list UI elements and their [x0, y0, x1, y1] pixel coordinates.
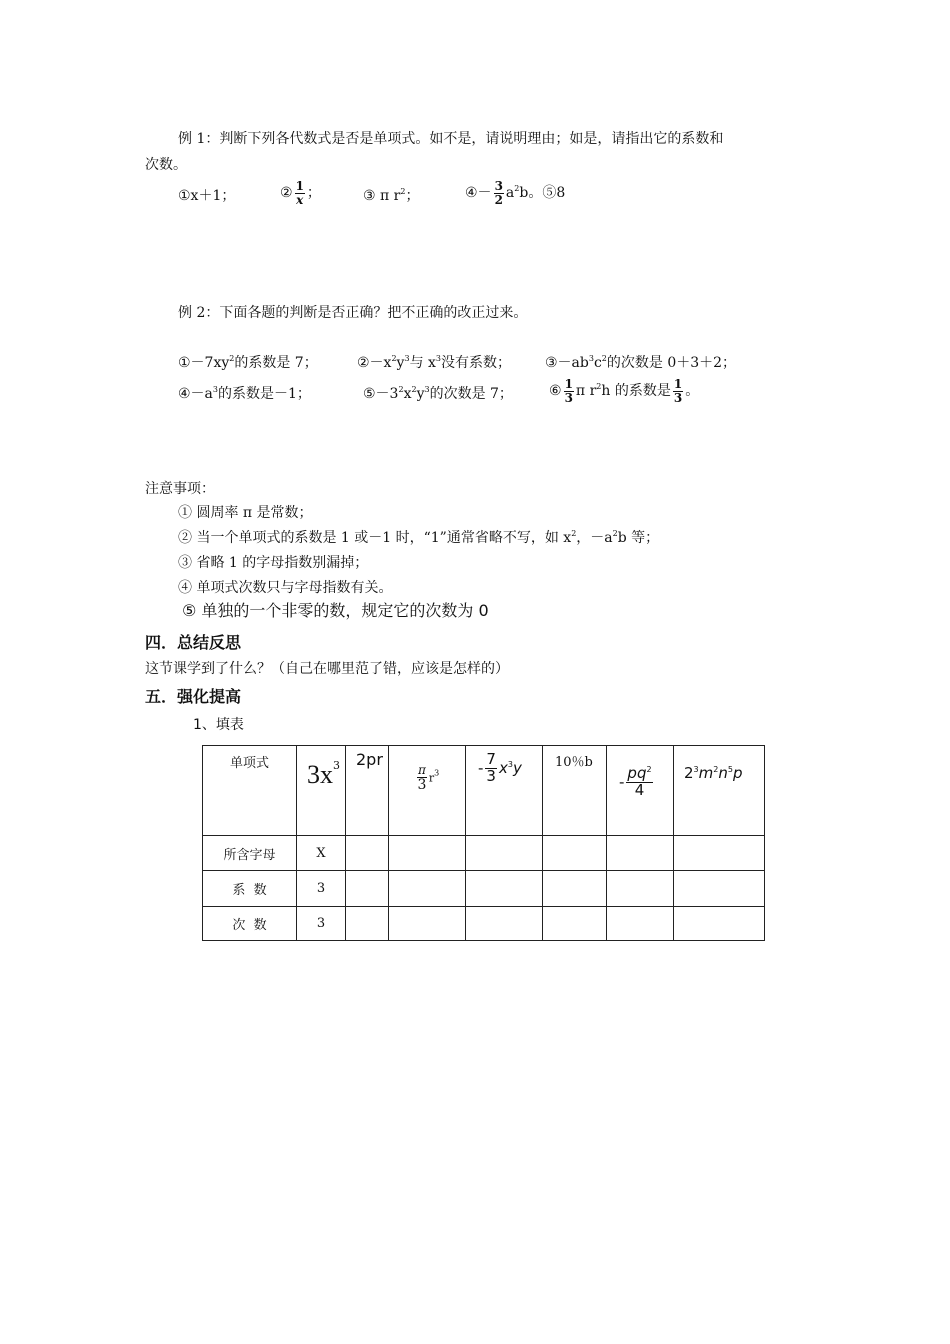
note-2-post: b 等； [617, 530, 660, 546]
note-3: ③ 省略 1 的字母指数别漏掉； [178, 555, 369, 571]
row2-a-pre: ④－a [178, 386, 213, 402]
cell-degree-5[interactable] [543, 907, 607, 941]
item4-mark: ④－ [465, 185, 492, 202]
notes-title: 注意事项： [145, 481, 215, 497]
example1-intro-line2: 次数。 [145, 157, 187, 173]
numerator-exp: 2 [646, 765, 652, 774]
table-row-coefficient [203, 871, 765, 907]
fraction-numerator: 1 [295, 179, 304, 193]
expr-exp: 3 [333, 759, 340, 772]
row2-b-exp1: 2 [398, 385, 404, 394]
row1-c-post: 的次数是 0＋3＋2； [606, 355, 737, 371]
cell-monomial-4 [466, 746, 543, 836]
row2-a-exp: 3 [212, 385, 218, 394]
cell-letters-6[interactable] [607, 836, 674, 871]
row1-c-pre: ③－ab [545, 355, 589, 371]
cell-monomial-2 [346, 746, 389, 836]
example2-row1-a [178, 352, 318, 372]
expr-var-p: p [732, 764, 743, 782]
row1-b-exp3: 3 [435, 354, 442, 363]
example2-intro: 例 2：下面各题的判断是否正确？把不正确的改正过来。 [178, 305, 528, 321]
item4-a: a [505, 185, 515, 202]
fill-table [202, 745, 765, 941]
row2-c-mid: π r [575, 383, 597, 400]
cell-degree-6[interactable] [607, 907, 674, 941]
cell-letters-5[interactable] [543, 836, 607, 871]
example1-intro-line1: 例 1：判断下列各代数式是否是单项式。如不是，请说明理由；如是，请指出它的系数和 [178, 131, 724, 147]
expr-exp-3: 3 [693, 765, 699, 774]
expr-var-y: y [512, 758, 522, 777]
expr-exp: 3 [507, 759, 513, 769]
expr-neg-pq2-over-4 [607, 746, 673, 799]
row1-a-pre: ①－7xy [178, 355, 230, 371]
row1-b-exp1: 2 [391, 354, 397, 363]
expr-sign: - [619, 772, 625, 791]
note-2 [178, 527, 659, 547]
row-label-degree: 次 数 [203, 907, 297, 941]
cell-monomial-1 [297, 746, 346, 836]
expr-var: r [428, 771, 435, 785]
fraction-denominator: 3 [417, 776, 427, 793]
section4-heading: 四．总结反思 [145, 633, 242, 652]
row2-c-mid2: h 的系数是 [601, 383, 671, 400]
example2-row2-a [178, 383, 311, 403]
table-row-degree [203, 907, 765, 941]
section4-text: 这节课学到了什么？（自己在哪里范了错，应该是怎样的） [145, 661, 509, 677]
row2-c-exp: 2 [596, 382, 602, 392]
cell-monomial-6 [607, 746, 674, 836]
expr-base: 3x [307, 760, 333, 789]
row1-a-post: 的系数是 7； [234, 355, 318, 371]
example2-row1-c [545, 352, 736, 372]
fraction-denominator: x [296, 192, 304, 207]
row2-b-pre: ⑤－3 [363, 386, 399, 402]
expr-sign: - [478, 758, 484, 777]
cell-monomial-3 [389, 746, 466, 836]
expr-2pr: 2pr [356, 750, 383, 769]
cell-monomial-7 [674, 746, 765, 836]
example1-item2 [280, 180, 321, 206]
row1-b-mid2: 与 x [409, 355, 436, 371]
example1-item3 [363, 185, 419, 205]
row-label-monomial [203, 746, 297, 836]
fraction-pi-over-3 [417, 764, 427, 792]
expr-exp: 3 [434, 768, 440, 778]
example2-row1-b [357, 352, 511, 372]
row1-b-pre: ②－x [357, 355, 392, 371]
expr-var-n: n [718, 764, 728, 782]
cell-coef-5[interactable] [543, 871, 607, 907]
row1-b-exp2: 3 [404, 354, 410, 363]
expr-10-percent-b: 10％b [555, 755, 593, 770]
row2-b-post: 的次数是 7； [429, 386, 513, 402]
fraction-numerator: 3 [494, 179, 503, 193]
fraction-1-over-x [295, 180, 305, 206]
fraction-denominator: 4 [634, 780, 645, 799]
fraction-7-over-3 [485, 752, 497, 785]
expr-neg-7-over-3-x3y [466, 746, 542, 785]
expr-base-2: 2 [684, 764, 694, 782]
table-row-monomial [203, 746, 765, 836]
row1-b-post: 没有系数； [441, 355, 512, 371]
cell-letters-4[interactable] [466, 836, 543, 871]
expr-pi-over-3-r3 [389, 746, 465, 792]
expr-var-m: m [698, 764, 714, 782]
item4-exponent: 2 [514, 184, 520, 194]
fraction-numerator: 1 [673, 377, 683, 391]
example2-row2-b [363, 383, 513, 403]
row2-b-mid: x [403, 386, 412, 402]
section5-heading: 五．强化提高 [145, 687, 242, 706]
fraction-denominator: 3 [486, 766, 496, 785]
cell-coef-3[interactable] [389, 871, 466, 907]
cell-coef-6[interactable] [607, 871, 674, 907]
table-row-letters [203, 836, 765, 871]
row2-b-exp3: 3 [424, 385, 430, 394]
cell-degree-3[interactable] [389, 907, 466, 941]
example1-item4 [465, 180, 565, 206]
note-2-pre: ② 当一个单项式的系数是 1 或－1 时，“1”通常省略不写，如 x [178, 530, 572, 546]
fraction-denominator: 3 [564, 390, 573, 405]
row2-c-mark: ⑥ [549, 383, 562, 400]
expr-exp-m: 2 [713, 765, 719, 774]
cell-coef-7[interactable] [674, 871, 765, 907]
note-2-exp2: 2 [612, 529, 618, 538]
section5-sub: 1、填表 [193, 717, 244, 733]
expr-2-cubed-m2n5p [674, 746, 764, 782]
cell-letters-2[interactable] [346, 836, 389, 871]
item2-mark: ② [280, 185, 293, 202]
fraction-denominator: 3 [673, 390, 683, 405]
cell-letters-7[interactable] [674, 836, 765, 871]
cell-degree-7[interactable] [674, 907, 765, 941]
note-5: ⑤ 单独的一个非零的数，规定它的次数为 0 [182, 601, 489, 620]
row2-a-post: 的系数是－1； [218, 386, 311, 402]
row1-c-mid: c [593, 355, 602, 371]
note-1: ① 圆周率 π 是常数； [178, 505, 313, 521]
example2-row2-c [549, 378, 699, 404]
item3-exponent: 2 [400, 187, 406, 196]
item4-tail: b。⑤8 [519, 185, 566, 202]
item3-text: ③ π r [363, 188, 401, 204]
cell-coef-1: 3 [297, 871, 346, 907]
fraction-numerator: π [418, 763, 426, 777]
cell-degree-4[interactable] [466, 907, 543, 941]
fraction-3-over-2 [494, 180, 504, 206]
note-2-mid: ，－a [576, 530, 613, 546]
cell-letters-1: X [297, 836, 346, 871]
example1-item1: ①x＋1； [178, 188, 236, 204]
note-4: ④ 单项式次数只与字母指数有关。 [178, 580, 393, 596]
item2-tail: ； [306, 185, 321, 202]
numerator-text: pq [627, 764, 647, 782]
expr-exp-n: 5 [727, 765, 733, 774]
note-2-exp1: 2 [571, 529, 577, 538]
cell-coef-4[interactable] [466, 871, 543, 907]
expr-3x3 [297, 746, 345, 790]
cell-coef-2[interactable] [346, 871, 389, 907]
cell-degree-1: 3 [297, 907, 346, 941]
item3-tail: ； [405, 188, 420, 204]
row-label-coefficient: 系 数 [203, 871, 297, 907]
fraction-pq2-over-4 [626, 766, 652, 799]
fraction-numerator: 1 [564, 377, 573, 391]
row2-c-post: 。 [685, 383, 700, 400]
fraction-1-over-3 [564, 378, 574, 404]
row-label-letters: 所含字母 [203, 836, 297, 871]
row2-b-exp2: 2 [411, 385, 417, 394]
row2-b-mid2: y [416, 386, 425, 402]
row1-c-exp2: 2 [601, 354, 607, 363]
cell-monomial-5 [543, 746, 607, 836]
fraction-numerator: 7 [486, 750, 496, 768]
cell-letters-3[interactable] [389, 836, 466, 871]
expr-var-x: x [498, 758, 508, 777]
cell-degree-2[interactable] [346, 907, 389, 941]
row1-b-mid: y [396, 355, 405, 371]
fraction-1-over-3-second [673, 378, 683, 404]
row-label-text: 单项式 [229, 756, 269, 771]
row1-a-exp: 2 [229, 354, 235, 363]
row1-c-exp1: 3 [588, 354, 594, 363]
fraction-denominator: 2 [494, 192, 503, 207]
